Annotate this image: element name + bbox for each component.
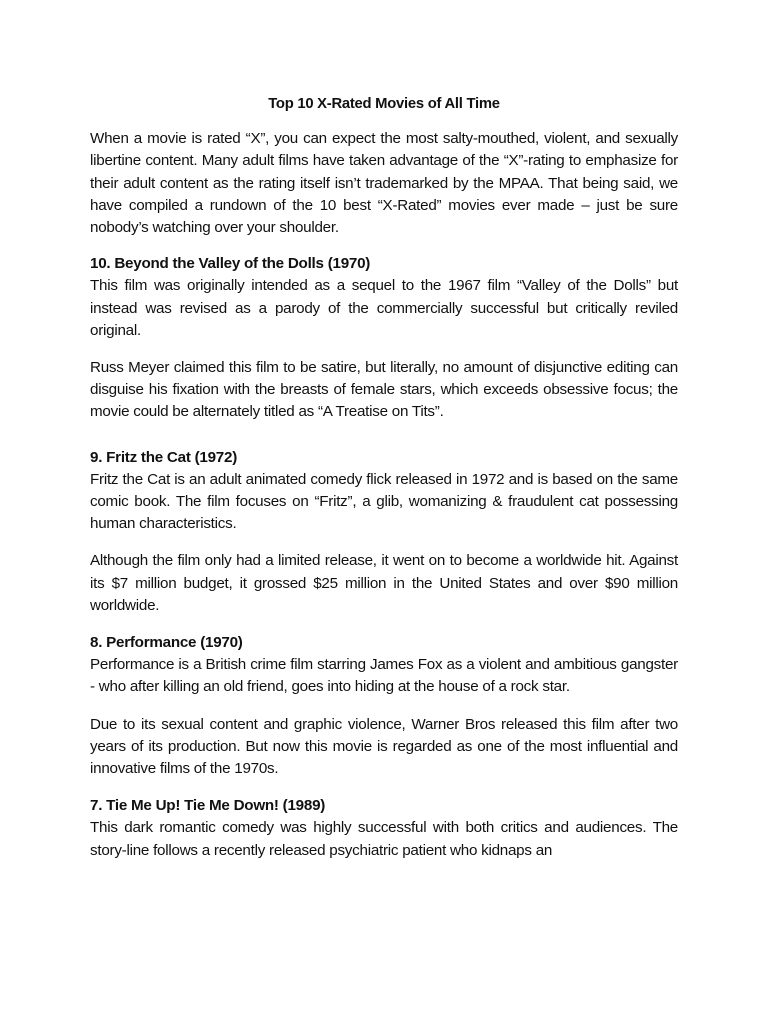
section-heading: 8. Performance (1970)	[90, 634, 243, 652]
section-paragraph: This film was originally intended as a sequel to the 1967 film “Valley of the Dolls” but instead was revised as a parody of the commercially successful but critically reviled original.	[90, 277, 678, 339]
section-paragraph: Although the film only had a limited release, it went on to become a worldwide hit. Against its $7 million budget, it grossed $25 million in the United States and over $90 million worldwide.	[90, 552, 678, 614]
section-7	[90, 795, 678, 862]
section-paragraph: Due to its sexual content and graphic violence, Warner Bros released this film after two years of its production. But now this movie is regarded as one of the most influential and innovative films of the 1970s.	[90, 715, 678, 778]
section-9	[90, 447, 678, 617]
section-8	[90, 632, 678, 780]
document-title: Top 10 X-Rated Movies of All Time	[268, 96, 500, 112]
section-paragraph: Performance is a British crime film starring James Fox as a violent and ambitious gangster - who after killing an old friend, goes into hiding at the house of a rock star.	[90, 656, 678, 696]
section-paragraph: Russ Meyer claimed this film to be satire, but literally, no amount of disjunctive editing can disguise his fixation with the breasts of female stars, which exceeds obsessive focus; the movie could be alternately titled as “A Treatise on Tits”.	[90, 359, 678, 421]
section-10	[90, 253, 678, 423]
section-paragraph: This dark romantic comedy was highly successful with both critics and audiences. The story-line follows a recently released psychiatric patient who kidnaps an	[90, 819, 678, 859]
intro-paragraph: When a movie is rated “X”, you can expect the most salty-mouthed, violent, and sexually libertine content. Many adult films have taken advantage of the “X”-rating to emphasize for their adult content as the rating itself isn’t trademarked by the MPAA. That being said, we have compiled a rundown of the 10 best “X-Rated” movies ever made – just be sure nobody’s watching over your shoulder.	[90, 130, 678, 237]
section-paragraph: Fritz the Cat is an adult animated comedy flick released in 1972 and is based on the same comic book. The film focuses on “Fritz”, a glib, womanizing & fraudulent cat possessing human characteristics.	[90, 470, 678, 533]
section-heading: 7. Tie Me Up! Tie Me Down! (1989)	[90, 797, 326, 815]
document-page	[90, 93, 678, 862]
section-heading: 9. Fritz the Cat (1972)	[90, 448, 238, 466]
section-heading: 10. Beyond the Valley of the Dolls (1970)	[90, 255, 371, 273]
